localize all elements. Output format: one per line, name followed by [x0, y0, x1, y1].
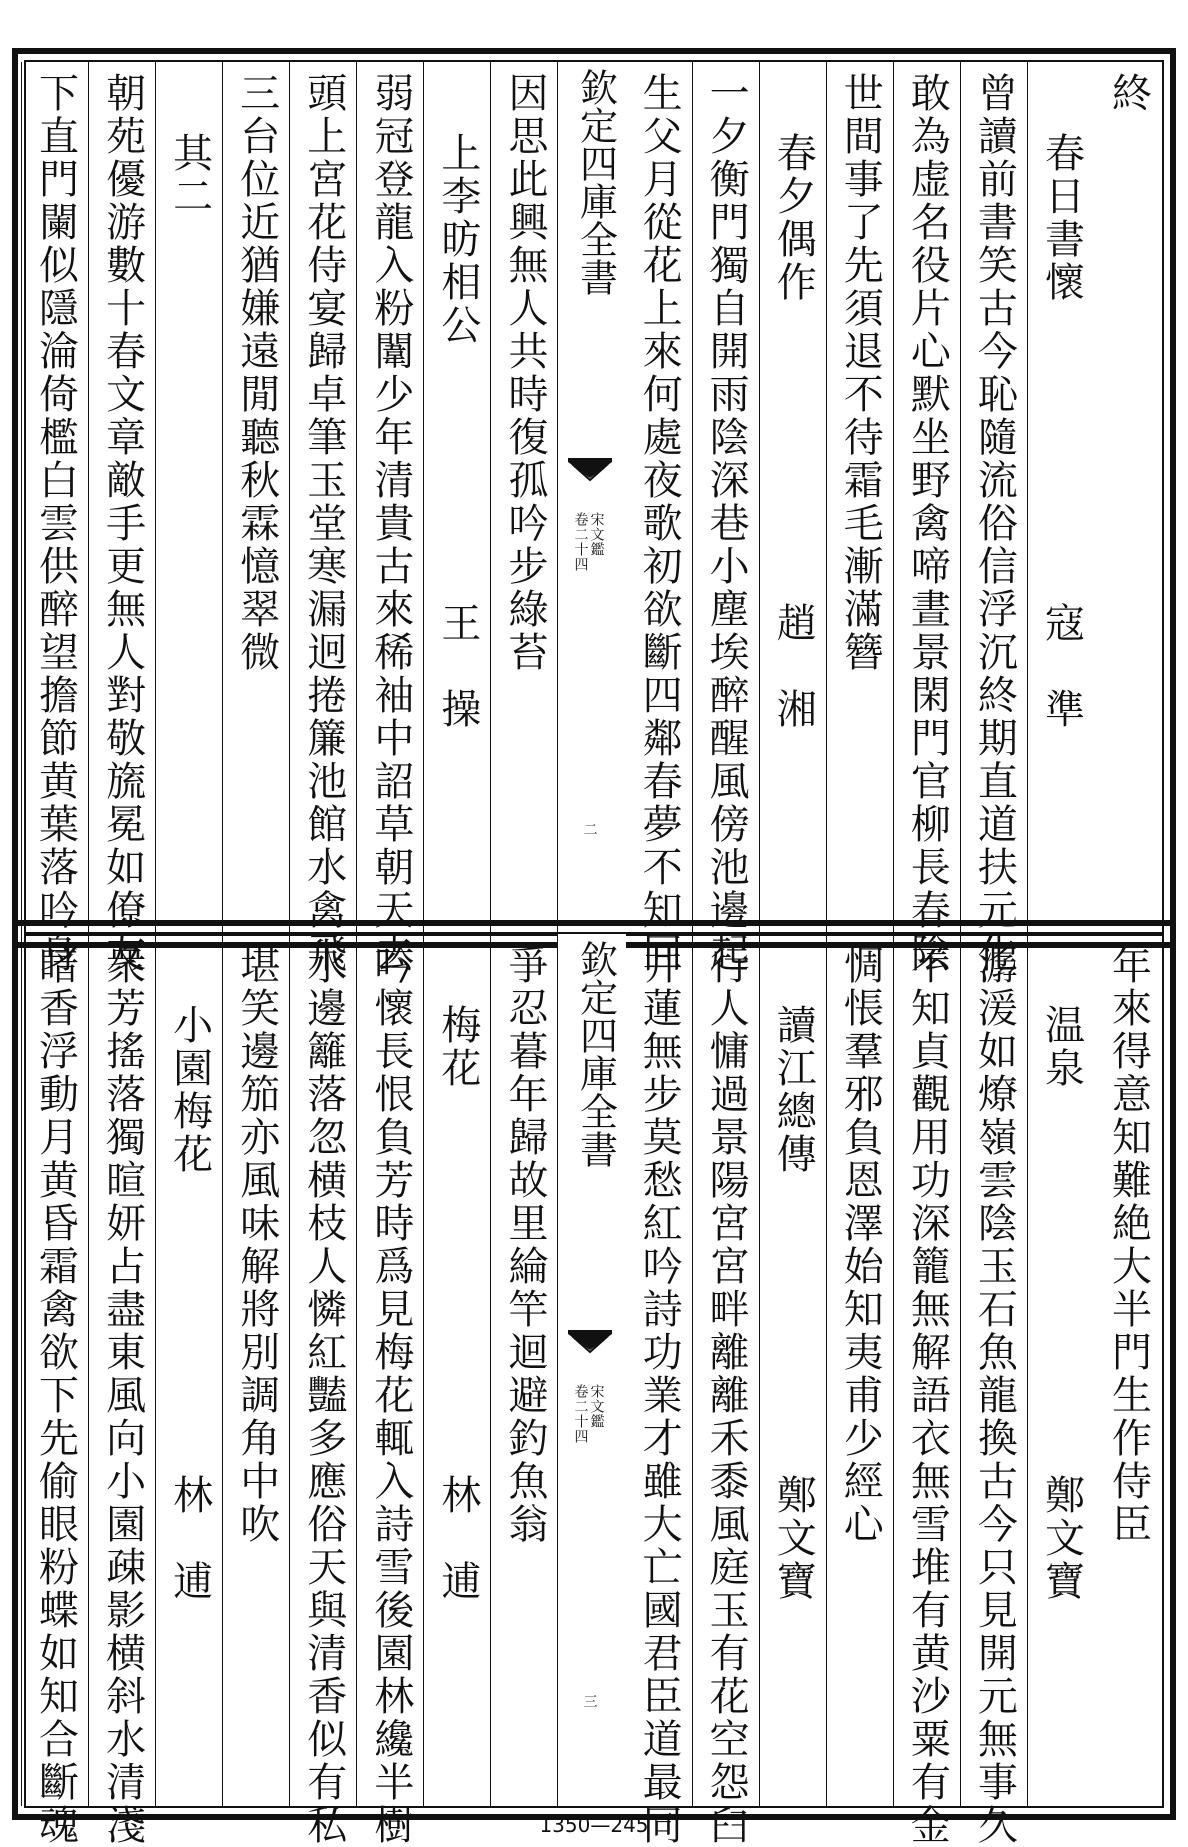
text-column: [21, 934, 89, 1847]
collection-title: 欽定四庫全書: [573, 940, 618, 1168]
verse-line: 井蓮無步莫愁紅吟詩功業才雖大亡國君臣道最同: [636, 944, 683, 1847]
text-column: [490, 62, 558, 934]
text-column: [289, 62, 357, 975]
text-column: [1095, 934, 1162, 1806]
verse-line: 水邊籬落忽横枝人憐紅豔多應俗天與清香似有私: [300, 944, 347, 1847]
poem-title: 温泉: [1038, 1004, 1085, 1090]
poem-author: 寇 準: [1038, 602, 1085, 731]
text-column: [1095, 62, 1162, 934]
verse-line: 世間事了先須退不待霜毛漸滿簪: [837, 72, 884, 674]
verse-line: 頭上宮花侍宴歸卓筆玉堂寒漏迥捲簾池館水禽飛: [300, 72, 347, 975]
text-column: [88, 934, 156, 1847]
text-column: [155, 62, 223, 934]
poem-author: 鄭文寶: [770, 1474, 817, 1603]
text-column: [692, 62, 760, 975]
text-column: [289, 934, 357, 1847]
text-column: [893, 934, 961, 1847]
verse-line: 不知貞觀用功深籠無解語衣無雪堆有黄沙粟有金: [904, 944, 951, 1847]
text-column: [490, 934, 558, 1806]
poem-title: 小園梅花: [166, 1004, 213, 1176]
top-page-frame: [24, 60, 1164, 975]
text-column: [960, 934, 1028, 1847]
verse-line: 因思此興無人共時復孤吟步綠苔: [501, 72, 548, 674]
text-column: [356, 62, 424, 975]
verse-line: 生父月從花上來何處夜歌初欲斷四鄰春夢不知回: [636, 72, 683, 975]
verse-line: 爭忍暮年歸故里綸竿迴避釣魚翁: [501, 944, 548, 1546]
verse-line: 敢為虚名役片心默坐野禽啼晝景閑門官柳長春陰: [904, 72, 951, 975]
verse-line: 終: [1105, 72, 1152, 115]
text-column: [1027, 62, 1095, 934]
text-column: [625, 62, 693, 975]
verse-line: 堪笑邊笳亦風味解將別調角中吹: [233, 944, 280, 1546]
verse-line: 衆芳搖落獨暄妍占盡東風向小園疎影横斜水清淺: [99, 944, 146, 1847]
text-column: [21, 62, 89, 975]
fish-tail-mark-icon: [566, 456, 614, 490]
poem-author: 林 逋: [166, 1474, 213, 1603]
verse-line: 弱冠登龍入粉闈少年清貴古來稀袖中詔草朝天去: [367, 72, 414, 975]
poem-author: 趙 湘: [770, 602, 817, 731]
text-column: [826, 62, 894, 934]
text-column: [759, 62, 827, 934]
verse-line: 暗香浮動月黄昏霜禽欲下先偷眼粉蝶如知合斷魂: [32, 944, 79, 1847]
verse-line: 朝苑優游數十春文章敵手更無人對敬旒冕如僚友: [99, 72, 146, 975]
center-margin-column: [557, 62, 625, 934]
book-name-label: 宋文鑑: [588, 512, 605, 557]
verse-line: 曾讀前書笑古今恥隨流俗信浮沉終期直道扶元化: [971, 72, 1018, 975]
poem-title: 梅花: [434, 1004, 481, 1090]
center-margin-column: [557, 934, 625, 1806]
verse-line: 吟懷長恨負芳時爲見梅花輒入詩雪後園林纔半樹: [367, 944, 414, 1847]
text-column: [88, 62, 156, 975]
text-column: [960, 62, 1028, 975]
text-column: [155, 934, 223, 1806]
verse-line: 下直門闌似隱淪倚檻白雲供醉望擔節黄葉落吟身: [32, 72, 79, 975]
text-column: [625, 934, 693, 1847]
text-column: [692, 934, 760, 1847]
verse-line: 年來得意知難絶大半門生作侍臣: [1105, 944, 1152, 1546]
text-column: [759, 934, 827, 1806]
verse-line: 惆悵羣邪負恩澤始知夷甫少經心: [837, 944, 884, 1546]
text-column: [356, 934, 424, 1847]
poem-author: 王 操: [434, 602, 481, 731]
verse-line: 行人慵過景陽宮宮畔離離禾黍風庭玉有花空怨臼: [703, 944, 750, 1847]
poem-author: 鄭文寶: [1038, 1474, 1085, 1603]
page-footer-number: 1350—245: [539, 1813, 649, 1837]
page-marker: 二: [581, 822, 598, 836]
text-column: [1027, 934, 1095, 1806]
juan-label: 卷二十四: [572, 1384, 589, 1444]
poem-title: 其二: [166, 132, 213, 218]
book-name-label: 宋文鑑: [588, 1384, 605, 1429]
fish-tail-mark-icon: [566, 1328, 614, 1362]
text-column: [826, 934, 894, 1806]
text-column: [423, 62, 491, 934]
text-column: [222, 62, 290, 934]
poem-title: 上李昉相公: [434, 132, 481, 347]
poem-title: 讀江總傳: [770, 1004, 817, 1176]
page-marker: 三: [581, 1694, 598, 1708]
poem-author: 林 逋: [434, 1474, 481, 1603]
verse-line: 三台位近猶嫌遠閒聽秋霖憶翠微: [233, 72, 280, 674]
verse-line: 一夕衡門獨自開雨陰深巷小塵埃醉醒風傍池邊起: [703, 72, 750, 975]
text-column: [222, 934, 290, 1806]
poem-title: 春夕偶作: [770, 132, 817, 304]
poem-title: 春日書懷: [1038, 132, 1085, 304]
collection-title: 欽定四庫全書: [573, 68, 618, 296]
text-column: [893, 62, 961, 975]
top-page-panel: [12, 48, 1176, 975]
juan-label: 卷二十四: [572, 512, 589, 572]
verse-line: 潺湲如燎嶺雲陰玉石魚龍換古今只見開元無事久: [971, 944, 1018, 1847]
text-column: [423, 934, 491, 1806]
